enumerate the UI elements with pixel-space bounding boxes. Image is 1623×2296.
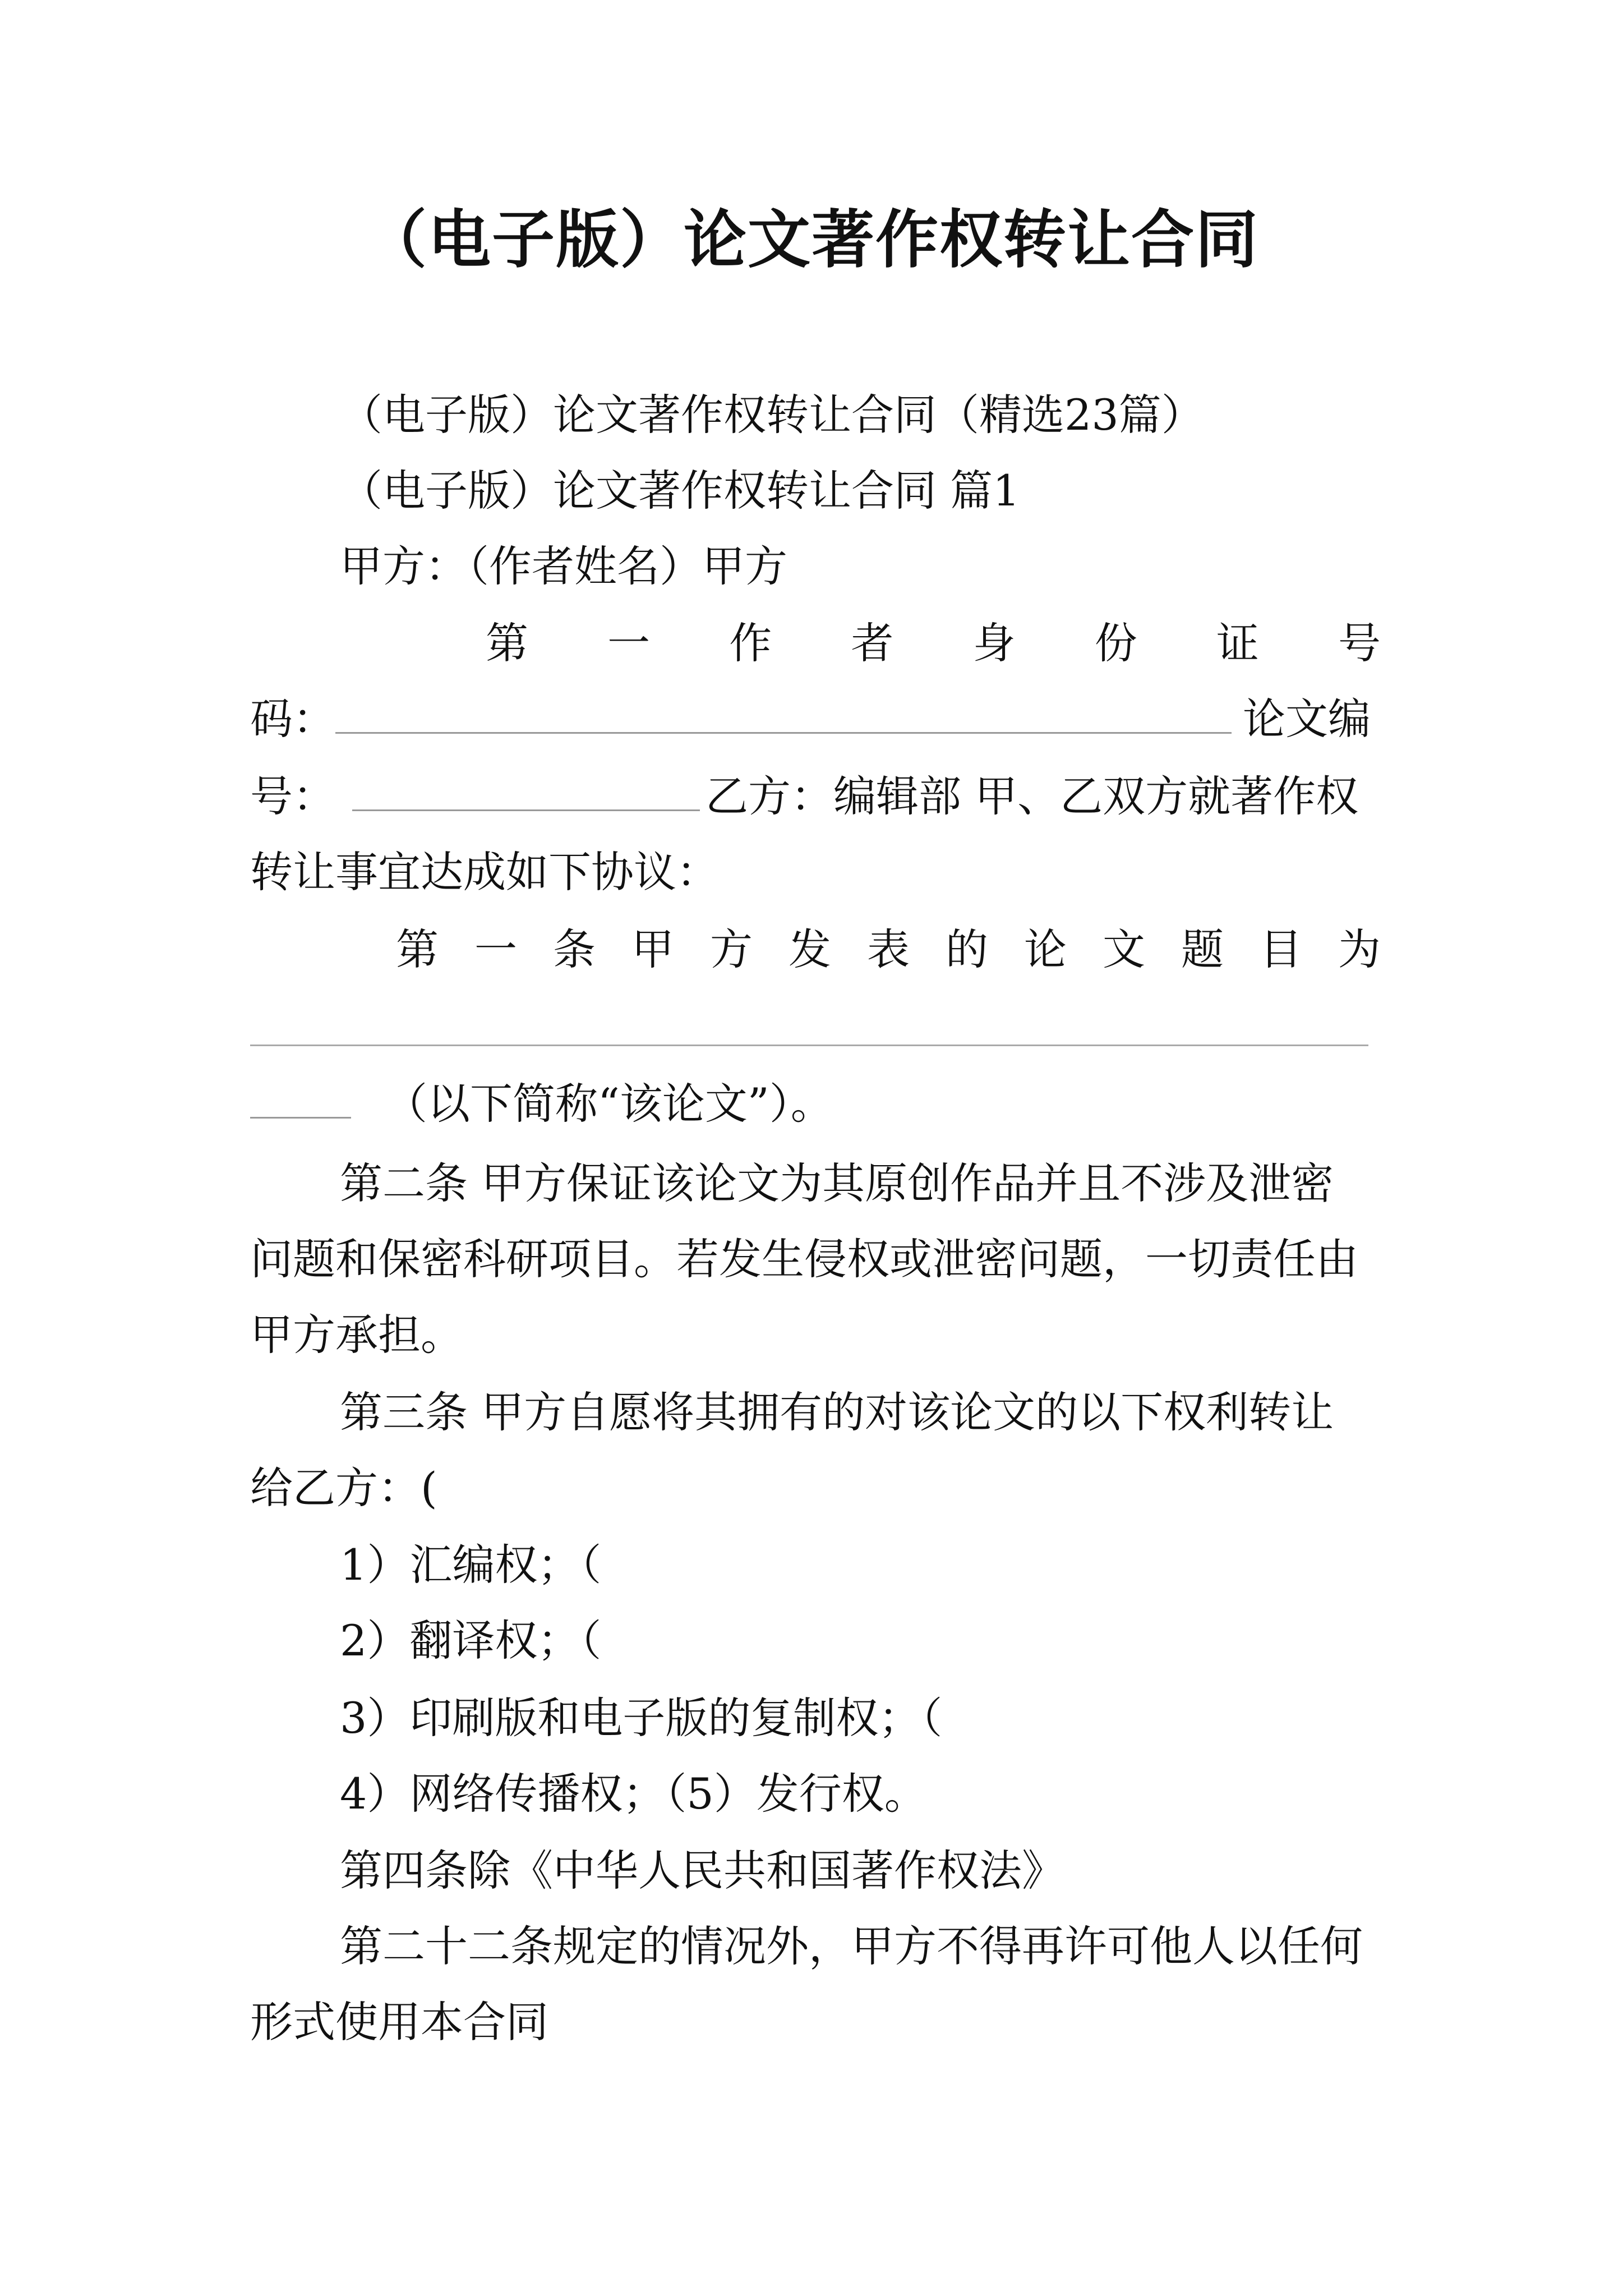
article1-char: 题 <box>1181 924 1224 974</box>
article1-char: 文 <box>1103 924 1145 974</box>
article1-char: 方 <box>710 924 753 974</box>
id-number-label-spread <box>486 615 1381 671</box>
right-item-2: 2）翻译权；（ <box>340 1616 602 1665</box>
article1-char: 一 <box>474 924 517 974</box>
article1-spread <box>396 922 1381 978</box>
title-blank-rule <box>250 1045 1368 1046</box>
article4-line1: 第四条除《中华人民共和国著作权法》 <box>340 1846 1064 1895</box>
id-number-label-char: 第 <box>486 618 528 668</box>
paper-number-label-end: 号： <box>250 771 335 821</box>
document-title: （电子版）论文著作权转让合同 <box>364 204 1259 277</box>
article1-end-blank <box>250 1078 351 1119</box>
id-number-label-char: 份 <box>1094 618 1137 668</box>
article1-char: 目 <box>1260 924 1302 974</box>
right-item-4: 4）网络传播权；（5）发行权。 <box>340 1769 927 1819</box>
article3-line2: 给乙方：( <box>250 1463 437 1513</box>
id-number-blank <box>335 693 1232 734</box>
right-item-3: 3）印刷版和电子版的复制权；（ <box>340 1693 943 1743</box>
party-a-line: 甲方：（作者姓名）甲方 <box>340 541 787 591</box>
id-number-label-char: 作 <box>729 618 772 668</box>
id-number-line <box>250 691 1232 747</box>
party-b-intro: 乙方：编辑部 甲、乙双方就著作权 <box>706 771 1359 821</box>
id-number-label-char: 证 <box>1216 618 1259 668</box>
article1-char: 发 <box>789 924 831 974</box>
id-number-label-char: 号 <box>1338 618 1381 668</box>
article1-char: 条 <box>553 924 596 974</box>
document-subtitle: （电子版）论文著作权转让合同（精选23篇） <box>340 390 1204 440</box>
id-number-label-char: 一 <box>607 618 651 668</box>
article3-line1: 第三条 甲方自愿将其拥有的对该论文的以下权利转让 <box>340 1387 1334 1437</box>
article4-line3: 形式使用本合同 <box>250 1997 548 2047</box>
article1-char: 为 <box>1338 924 1381 974</box>
article1-char: 第 <box>396 924 439 974</box>
paper-number-blank <box>352 770 700 811</box>
article1-char: 表 <box>867 924 910 974</box>
id-number-label-char: 身 <box>972 618 1016 668</box>
article1-char: 论 <box>1024 924 1067 974</box>
section-heading: （电子版）论文著作权转让合同 篇1 <box>340 466 1020 516</box>
id-number-label-end: 码： <box>250 694 335 744</box>
id-number-label-char: 者 <box>851 618 894 668</box>
agreement-intro: 转让事宜达成如下协议： <box>250 847 719 897</box>
article1-end-line <box>250 1076 833 1132</box>
article1-char: 甲 <box>631 924 674 974</box>
article2-line2: 问题和保密科研项目。若发生侵权或泄密问题，一切责任由 <box>250 1234 1358 1284</box>
article4-line2: 第二十二条规定的情况外，甲方不得再许可他人以任何 <box>340 1921 1363 1971</box>
paper-number-line <box>250 769 700 825</box>
article2-line3: 甲方承担。 <box>250 1310 463 1360</box>
article2-line1: 第二条 甲方保证该论文为其原创作品并且不涉及泄密 <box>340 1158 1334 1208</box>
paper-number-label: 论文编 <box>1243 694 1371 744</box>
article1-end: （以下简称“该论文”）。 <box>385 1079 833 1129</box>
right-item-1: 1）汇编权；（ <box>340 1540 602 1590</box>
article1-char: 的 <box>946 924 988 974</box>
